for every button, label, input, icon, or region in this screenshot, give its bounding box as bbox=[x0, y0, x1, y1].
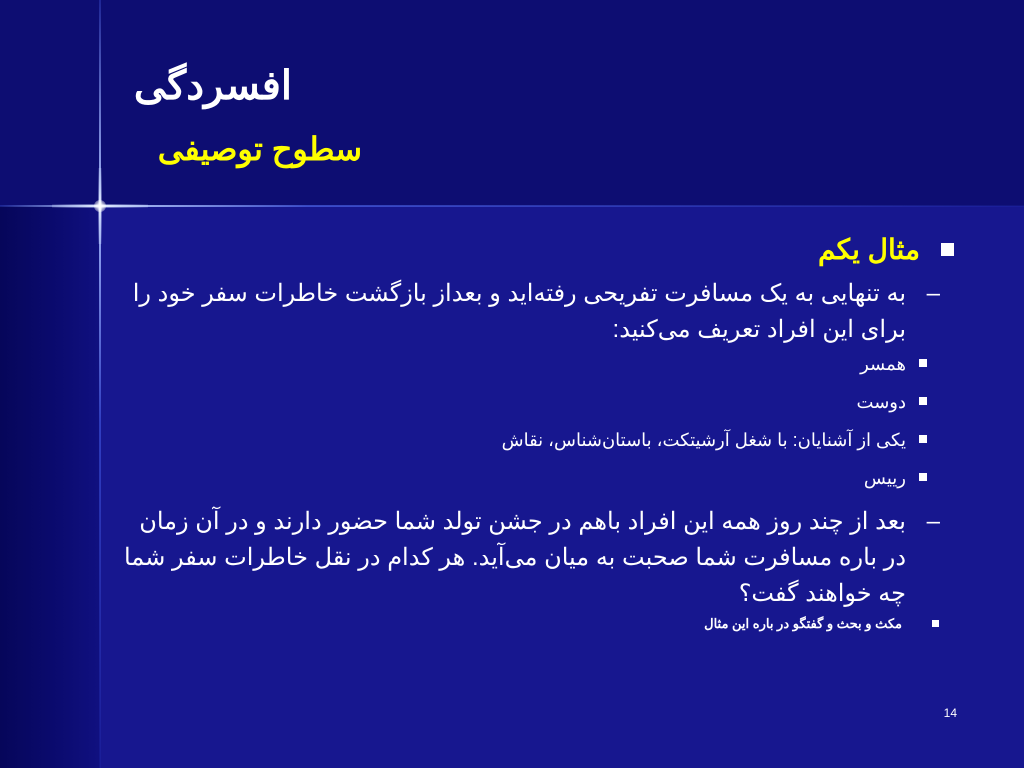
square-bullet-icon bbox=[919, 397, 927, 405]
discussion-note: مکث و بحث و گفتگو در باره این مثال bbox=[704, 616, 902, 631]
square-bullet-icon bbox=[919, 435, 927, 443]
slide-content bbox=[120, 232, 960, 634]
slide-title: افسردگی bbox=[133, 64, 292, 108]
square-bullet-icon bbox=[919, 359, 927, 367]
person-label: یکی از آشنایان: با شغل آرشیتکت، باستان‌شناس، نقاش bbox=[501, 430, 906, 450]
person-item-spouse bbox=[120, 352, 960, 376]
example-heading: مثال یکم bbox=[818, 234, 920, 265]
discussion-note-item bbox=[120, 614, 960, 634]
slide-subtitle: سطوح توصیفی bbox=[157, 131, 362, 167]
square-bullet-icon bbox=[941, 243, 954, 256]
dash-marker: – bbox=[926, 280, 940, 307]
person-item-acquaintance bbox=[120, 428, 960, 452]
page-number: 14 bbox=[943, 706, 957, 720]
person-item-boss bbox=[120, 466, 960, 490]
dash-marker: – bbox=[926, 508, 940, 535]
horizontal-light-line bbox=[0, 205, 1024, 207]
point-2-text: بعد از چند روز همه این افراد باهم در جشن تولد شما حضور دارند و در آن زمان در باره مسافرت شما صحبت به میان می‌آید. هر کدام در نقل خاطرات سفر شما چه خواهند گفت؟ bbox=[124, 508, 906, 607]
person-label: رییس bbox=[863, 468, 906, 488]
point-1-text: به تنهایی به یک مسافرت تفریحی رفته‌اید و بعداز بازگشت خاطرات سفر خود را برای این افراد تعریف می‌کنید: bbox=[132, 280, 906, 343]
example-heading-item bbox=[120, 232, 960, 268]
person-label: دوست bbox=[856, 392, 906, 412]
vertical-light-line bbox=[99, 0, 101, 768]
point-1-item bbox=[120, 276, 960, 348]
person-label: همسر bbox=[860, 354, 906, 374]
square-bullet-icon bbox=[919, 473, 927, 481]
point-2-item bbox=[120, 504, 960, 612]
person-item-friend bbox=[120, 390, 960, 414]
star-icon bbox=[94, 200, 106, 212]
square-bullet-icon bbox=[932, 620, 939, 627]
